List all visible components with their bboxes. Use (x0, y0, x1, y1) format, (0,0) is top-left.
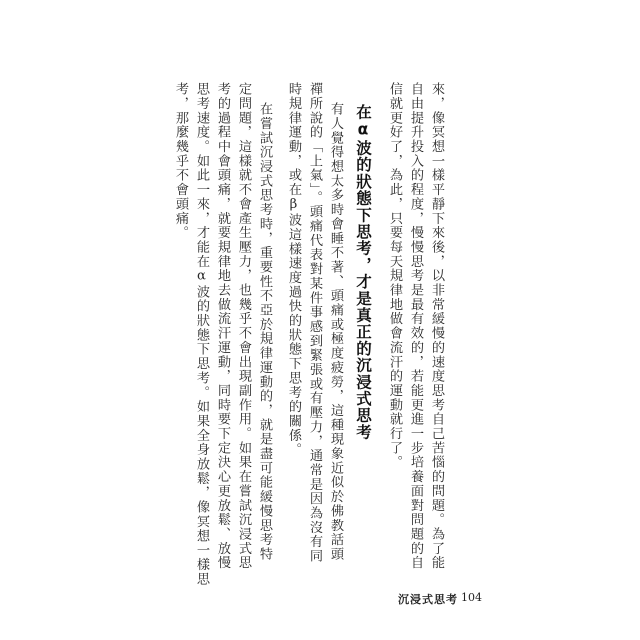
text-column: 有人覺得想太多時會睡不著、頭痛或極度疲勞，這種現象近似於佛教話頭 (328, 102, 343, 562)
text-column: 來，像冥想一樣平靜下來後，以非常緩慢的速度思考自己苦惱的問題。為了能 (429, 82, 444, 570)
text-column: 考的過程中會頭痛，就要規律地去做流汗運動，同時要下定決心更放鬆、放慢 (215, 82, 230, 570)
text-column: 考，那麼幾乎不會頭痛。 (173, 82, 188, 240)
text-column: 思考速度。如此一來，才能在α波的狀態下思考。如果全身放鬆，像冥想一樣思 (194, 82, 209, 587)
text-column: 定問題，這樣就不會產生壓力，也幾乎不會出現副作用。如果在嘗試沉浸式思 (236, 82, 251, 570)
text-column: 時規律運動，或在β波這樣速度過快的狀態下思考的關係。 (286, 82, 301, 457)
section-heading: 在α波的狀態下思考，才是真正的沉浸式思考 (354, 104, 372, 441)
text-column: 禪所說的「上氣」。頭痛代表對某件事感到緊張或有壓力，通常是因為沒有同 (307, 82, 322, 564)
text-column: 信就更好了，為此，只要每天規律地做會流汗的運動就行了。 (387, 82, 402, 470)
text-column: 在嘗試沉浸式思考時，重要性不亞於規律運動的，就是盡可能緩慢思考特 (257, 102, 272, 562)
text-column: 自由提升投入的程度，慢慢思考是最有效的，若能更進一步培養面對問題的自 (408, 82, 423, 570)
running-footer-title: 沉浸式思考 (398, 593, 458, 606)
page-number: 104 (461, 591, 482, 604)
